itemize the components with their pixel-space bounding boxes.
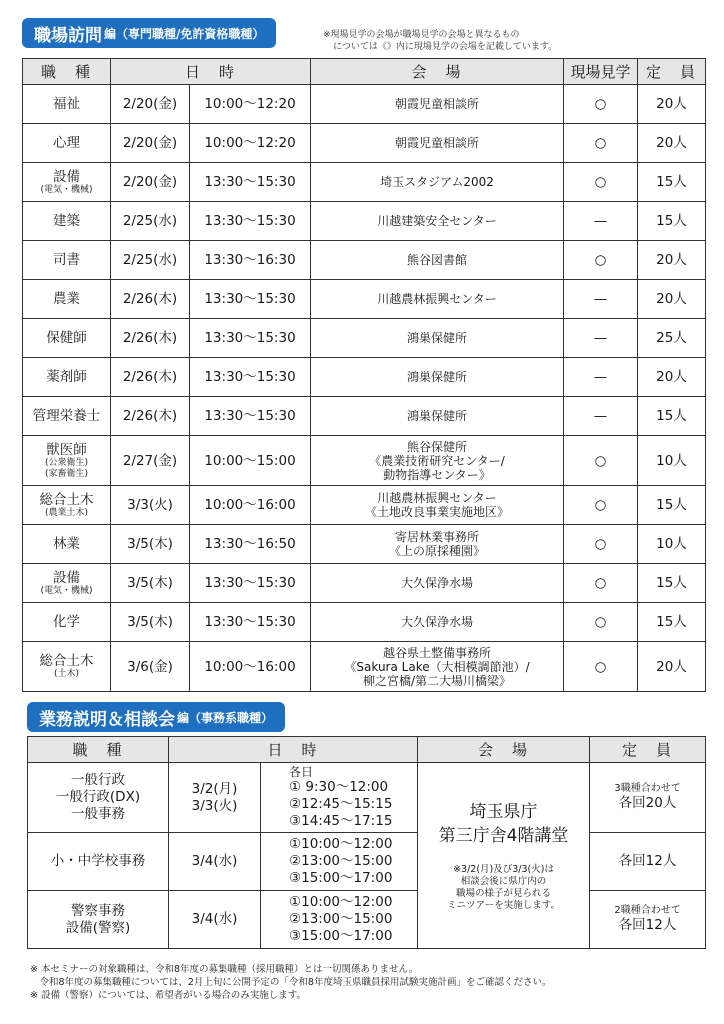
time-slot: ①10:00～12:00 bbox=[289, 836, 393, 852]
category-name: 一般行政(DX) bbox=[55, 789, 141, 805]
category-name: 一般行政 bbox=[71, 772, 125, 788]
capacity-cell: 15人 bbox=[638, 202, 706, 241]
category-subtype: (土木) bbox=[53, 669, 80, 679]
time-cell: 13:30～15:30 bbox=[190, 564, 311, 603]
category-name: 司書 bbox=[53, 252, 80, 268]
category-subtype: (家畜衛生) bbox=[44, 468, 89, 479]
footer-note: ※ 設備（警察）については、希望者がいる場合のみ実施します。 bbox=[30, 990, 307, 1001]
workplace-visit-table bbox=[22, 58, 706, 692]
category-name: 林業 bbox=[53, 536, 80, 552]
venue-cell bbox=[311, 397, 564, 436]
table-row bbox=[23, 202, 706, 241]
time-heading: 各日 bbox=[289, 764, 314, 779]
capacity-cell: 20人 bbox=[638, 241, 706, 280]
category-cell bbox=[23, 486, 111, 525]
time-slot: ③14:45～17:15 bbox=[289, 812, 393, 829]
venue-cell bbox=[311, 124, 564, 163]
venue-line: 大久保浄水場 bbox=[401, 576, 474, 590]
time-slot: ③15:00～17:00 bbox=[289, 928, 393, 944]
header-category: 職 種 bbox=[23, 59, 111, 85]
category-cell bbox=[23, 280, 111, 319]
capacity-cell bbox=[590, 833, 706, 891]
date-cell: 2/20(金) bbox=[111, 163, 190, 202]
venue-cell bbox=[311, 564, 564, 603]
category-name: 獣医師 bbox=[46, 441, 87, 458]
venue-line: 柳之宮橋/第二大場川橋梁》 bbox=[362, 673, 512, 688]
table-row bbox=[23, 319, 706, 358]
venue-note bbox=[323, 29, 557, 53]
category-name: 保健師 bbox=[46, 330, 87, 346]
date: 3/3(火) bbox=[191, 797, 238, 814]
footer-note: ※ 本セミナーの対象職種は、令和8年度の募集職種（採用職種）とは一切関係ありません。 bbox=[30, 964, 419, 975]
category-subtype: (農業土木) bbox=[44, 507, 89, 518]
venue-line: 《土地改良事業実施地区》 bbox=[365, 505, 510, 519]
venue-tour-note: ※3/2(月)及び3/3(火)は 相談会後に県庁内の 職場の様子が見られる ミニツアーを実施します。 bbox=[447, 863, 560, 911]
tour-cell: ○ bbox=[564, 525, 638, 564]
venue-cell bbox=[311, 486, 564, 525]
capacity: 各回20人 bbox=[618, 795, 677, 811]
time-slot: ②12:45～15:15 bbox=[289, 795, 393, 812]
time-cell: 13:30～15:30 bbox=[190, 319, 311, 358]
tour-cell: — bbox=[564, 202, 638, 241]
venue-line: 鴻巣保健所 bbox=[407, 409, 468, 423]
time-cell: 13:30～16:30 bbox=[190, 241, 311, 280]
header-tour: 現場見学 bbox=[564, 59, 638, 85]
date-cell: 3/5(木) bbox=[111, 564, 190, 603]
category-cell bbox=[23, 564, 111, 603]
venue-cell bbox=[418, 763, 590, 949]
time-cell bbox=[261, 763, 418, 833]
category-name: 建築 bbox=[53, 213, 80, 229]
capacity-note: 3職種合わせて bbox=[614, 783, 681, 794]
tour-cell: ○ bbox=[564, 436, 638, 486]
venue-line: 朝霞児童相談所 bbox=[395, 136, 480, 150]
venue-cell bbox=[311, 436, 564, 486]
date-cell: 3/5(木) bbox=[111, 525, 190, 564]
time-cell: 13:30～16:50 bbox=[190, 525, 311, 564]
category-name: 心理 bbox=[53, 135, 80, 151]
category-cell bbox=[23, 525, 111, 564]
category-subtype: (公衆衛生) bbox=[44, 457, 89, 468]
time-slot: ① 9:30～12:00 bbox=[289, 778, 389, 795]
category-name: 設備(警察) bbox=[65, 919, 131, 936]
header-venue: 会 場 bbox=[311, 59, 564, 85]
capacity-cell: 15人 bbox=[638, 163, 706, 202]
category-cell bbox=[23, 241, 111, 280]
tour-cell: — bbox=[564, 319, 638, 358]
capacity: 各回12人 bbox=[618, 917, 677, 933]
table-row bbox=[28, 763, 706, 833]
category-cell bbox=[23, 85, 111, 124]
section2-badge bbox=[27, 702, 285, 732]
venue-line: 川越建築安全センター bbox=[377, 214, 497, 228]
category-cell bbox=[23, 358, 111, 397]
date-cell: 2/26(木) bbox=[111, 280, 190, 319]
category-cell bbox=[23, 163, 111, 202]
category-name: 福祉 bbox=[53, 96, 80, 112]
table-row bbox=[23, 85, 706, 124]
section2-subtitle: 編（事務系職種） bbox=[177, 710, 274, 725]
venue-cell bbox=[311, 163, 564, 202]
venue-cell bbox=[311, 358, 564, 397]
capacity-cell bbox=[590, 891, 706, 949]
table-row bbox=[23, 525, 706, 564]
venue-cell bbox=[311, 525, 564, 564]
tour-cell: — bbox=[564, 280, 638, 319]
time-cell: 10:00～12:20 bbox=[190, 85, 311, 124]
date-cell: 3/3(火) bbox=[111, 486, 190, 525]
time-cell: 13:30～15:30 bbox=[190, 358, 311, 397]
category-name: 警察事務 bbox=[71, 902, 125, 919]
capacity-note: 2職種合わせて bbox=[614, 905, 681, 916]
category-cell bbox=[23, 319, 111, 358]
capacity-cell: 15人 bbox=[638, 486, 706, 525]
capacity-cell: 25人 bbox=[638, 319, 706, 358]
category-cell bbox=[23, 124, 111, 163]
tour-cell: ○ bbox=[564, 241, 638, 280]
venue-line: 寄居林業事務所 bbox=[395, 530, 480, 544]
time-cell: 13:30～15:30 bbox=[190, 397, 311, 436]
venue-note-line1: ※現場見学の会場が職場見学の会場と異なるもの bbox=[323, 30, 520, 40]
table-row bbox=[23, 241, 706, 280]
table-row bbox=[23, 436, 706, 486]
date-cell bbox=[169, 763, 261, 833]
venue-room: 第三庁舎4階講堂 bbox=[438, 825, 569, 846]
venue-line: 《農業技術研究センター/ bbox=[369, 453, 505, 468]
capacity-cell: 15人 bbox=[638, 397, 706, 436]
header-datetime: 日 時 bbox=[111, 59, 311, 85]
time-cell: 10:00～16:00 bbox=[190, 642, 311, 692]
time-slot: ③15:00～17:00 bbox=[289, 870, 393, 886]
capacity: 各回12人 bbox=[618, 853, 677, 869]
venue-line: 《Sakura Lake（大相模調節池）/ bbox=[344, 659, 530, 674]
date: 3/4(水) bbox=[191, 853, 238, 869]
table-row bbox=[28, 891, 706, 949]
footer-notes bbox=[30, 963, 551, 1002]
section1-badge bbox=[22, 18, 276, 48]
capacity-cell: 15人 bbox=[638, 564, 706, 603]
date: 3/4(水) bbox=[191, 911, 238, 927]
tour-cell: ○ bbox=[564, 564, 638, 603]
venue-line: 川越農林振興センター bbox=[377, 491, 497, 505]
venue-cell bbox=[311, 642, 564, 692]
table-row bbox=[23, 486, 706, 525]
date-cell: 3/5(木) bbox=[111, 603, 190, 642]
date-cell: 2/25(水) bbox=[111, 241, 190, 280]
venue-line: 埼玉スタジアム2002 bbox=[380, 175, 494, 189]
category-cell bbox=[28, 833, 169, 891]
venue-cell bbox=[311, 319, 564, 358]
table-row bbox=[23, 642, 706, 692]
time-cell: 10:00～15:00 bbox=[190, 436, 311, 486]
table-row bbox=[23, 564, 706, 603]
category-cell bbox=[28, 891, 169, 949]
category-cell bbox=[23, 642, 111, 692]
table-row bbox=[23, 280, 706, 319]
tour-cell: ○ bbox=[564, 486, 638, 525]
table-row bbox=[23, 397, 706, 436]
category-name: 設備 bbox=[53, 569, 80, 586]
category-name: 一般事務 bbox=[71, 806, 125, 822]
header-datetime: 日 時 bbox=[169, 737, 418, 763]
venue-cell bbox=[311, 241, 564, 280]
category-name: 総合土木 bbox=[39, 653, 94, 669]
date-cell: 2/25(水) bbox=[111, 202, 190, 241]
time-slot: ②13:00～15:00 bbox=[289, 853, 393, 869]
capacity-cell: 20人 bbox=[638, 642, 706, 692]
section1-title: 職場訪問 bbox=[34, 25, 102, 46]
date-cell: 2/26(木) bbox=[111, 397, 190, 436]
category-cell bbox=[28, 763, 169, 833]
time-cell bbox=[261, 833, 418, 891]
date-cell bbox=[169, 891, 261, 949]
capacity-cell: 10人 bbox=[638, 436, 706, 486]
date-cell: 2/20(金) bbox=[111, 85, 190, 124]
date-cell bbox=[169, 833, 261, 891]
time-cell: 10:00～12:20 bbox=[190, 124, 311, 163]
category-name: 総合土木 bbox=[39, 491, 94, 508]
tour-cell: — bbox=[564, 397, 638, 436]
capacity-cell: 20人 bbox=[638, 85, 706, 124]
category-name: 設備 bbox=[53, 168, 80, 185]
time-cell: 13:30～15:30 bbox=[190, 202, 311, 241]
category-cell bbox=[23, 436, 111, 486]
date-cell: 2/27(金) bbox=[111, 436, 190, 486]
venue-note-line2: については《》内に現場見学の会場を記載しています。 bbox=[333, 42, 558, 52]
tour-cell: ○ bbox=[564, 85, 638, 124]
venue-name: 埼玉県庁 bbox=[469, 801, 538, 822]
venue-line: 大久保浄水場 bbox=[401, 615, 474, 629]
tour-cell: ○ bbox=[564, 124, 638, 163]
capacity-cell: 20人 bbox=[638, 124, 706, 163]
date-cell: 2/26(木) bbox=[111, 319, 190, 358]
tour-cell: ○ bbox=[564, 603, 638, 642]
category-name: 化学 bbox=[53, 614, 80, 630]
capacity-cell: 10人 bbox=[638, 525, 706, 564]
section2-title: 業務説明＆相談会 bbox=[39, 709, 175, 730]
date-cell: 2/26(木) bbox=[111, 358, 190, 397]
category-name: 小・中学校事務 bbox=[50, 853, 146, 869]
header-category: 職 種 bbox=[28, 737, 169, 763]
venue-cell bbox=[311, 85, 564, 124]
time-cell bbox=[261, 891, 418, 949]
capacity-cell: 15人 bbox=[638, 603, 706, 642]
date-cell: 3/6(金) bbox=[111, 642, 190, 692]
header-capacity: 定 員 bbox=[590, 737, 706, 763]
table-row bbox=[23, 358, 706, 397]
date-cell: 2/20(金) bbox=[111, 124, 190, 163]
time-cell: 13:30～15:30 bbox=[190, 163, 311, 202]
time-slot: ②13:00～15:00 bbox=[289, 911, 393, 927]
venue-cell bbox=[311, 280, 564, 319]
date: 3/2(月) bbox=[191, 780, 238, 797]
category-subtype: (電気・機械) bbox=[40, 184, 93, 195]
venue-line: 《上の原採種園》 bbox=[389, 544, 486, 558]
tour-cell: ○ bbox=[564, 163, 638, 202]
time-cell: 13:30～15:30 bbox=[190, 280, 311, 319]
category-name: 管理栄養士 bbox=[32, 408, 101, 424]
header-capacity: 定 員 bbox=[638, 59, 706, 85]
category-name: 薬剤師 bbox=[46, 369, 87, 385]
category-cell bbox=[23, 603, 111, 642]
venue-line: 動物指導センター》 bbox=[383, 467, 491, 482]
briefing-table bbox=[27, 736, 706, 949]
capacity-cell: 20人 bbox=[638, 358, 706, 397]
table-row bbox=[23, 124, 706, 163]
section1-subtitle: 編（専門職種/免許資格職種） bbox=[104, 26, 265, 41]
table-row bbox=[23, 163, 706, 202]
venue-line: 川越農林振興センター bbox=[377, 292, 497, 306]
capacity-cell: 20人 bbox=[638, 280, 706, 319]
table-row bbox=[23, 603, 706, 642]
venue-cell bbox=[311, 603, 564, 642]
venue-cell bbox=[311, 202, 564, 241]
time-slot: ①10:00～12:00 bbox=[289, 894, 393, 910]
category-cell bbox=[23, 202, 111, 241]
capacity-cell bbox=[590, 763, 706, 833]
time-cell: 10:00～16:00 bbox=[190, 486, 311, 525]
venue-line: 鴻巣保健所 bbox=[407, 331, 468, 345]
tour-cell: — bbox=[564, 358, 638, 397]
table-row bbox=[28, 833, 706, 891]
tour-cell: ○ bbox=[564, 642, 638, 692]
category-subtype: (電気・機械) bbox=[40, 585, 93, 596]
category-cell bbox=[23, 397, 111, 436]
venue-line: 朝霞児童相談所 bbox=[395, 97, 480, 111]
venue-line: 鴻巣保健所 bbox=[407, 370, 468, 384]
time-cell: 13:30～15:30 bbox=[190, 603, 311, 642]
footer-note: 令和8年度の募集職種については、2月上旬に公開予定の「令和8年度埼玉県職員採用試験実施計画」をご確認ください。 bbox=[30, 977, 552, 988]
header-venue: 会 場 bbox=[418, 737, 590, 763]
venue-line: 熊谷保健所 bbox=[407, 439, 468, 454]
category-name: 農業 bbox=[53, 291, 80, 307]
venue-line: 熊谷図書館 bbox=[407, 253, 468, 267]
venue-line: 越谷県土整備事務所 bbox=[383, 645, 492, 660]
